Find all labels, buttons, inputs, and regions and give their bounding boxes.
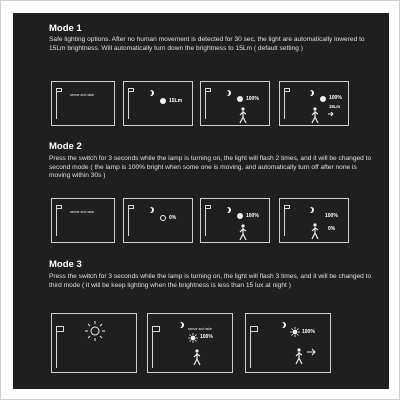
pole-line — [56, 92, 59, 119]
mode-2-panel-1 — [51, 198, 115, 243]
moon-icon — [280, 322, 286, 328]
brightness-label-low: 0% — [328, 226, 336, 232]
mode-1-title: Mode 1 — [49, 23, 82, 34]
moon-icon — [178, 322, 184, 328]
mode-1-panel-4 — [279, 81, 349, 126]
instructions-panel — [13, 13, 389, 389]
brightness-label: 15Lm — [169, 98, 183, 104]
arrow-icon — [327, 110, 335, 118]
brightness-label-high: 100% — [329, 95, 342, 101]
pole-line — [128, 209, 131, 236]
brightness-label: 100% — [200, 334, 213, 340]
walking-person-icon — [192, 349, 202, 367]
panel-caption: sensor and radar — [70, 210, 95, 214]
panel-caption: sensor and radar — [70, 93, 95, 97]
moon-icon — [225, 90, 231, 96]
mode-3-panel-2 — [147, 313, 233, 373]
moon-icon — [308, 90, 314, 96]
mode-1-panel-2 — [123, 81, 193, 126]
pole-line — [152, 332, 155, 368]
moon-icon — [308, 207, 314, 213]
walking-person-icon — [238, 107, 248, 125]
pole-line — [205, 92, 208, 119]
pole-line — [284, 92, 287, 119]
walking-person-icon — [238, 224, 248, 242]
walking-person-icon — [310, 223, 320, 241]
moon-icon — [225, 207, 231, 213]
mode-1-panel-1 — [51, 81, 115, 126]
light-dot-icon — [160, 98, 166, 104]
light-off-icon — [160, 215, 166, 221]
panel-caption: sensor and radar — [188, 327, 213, 331]
mode-2-title: Mode 2 — [49, 141, 82, 152]
brightness-label-high: 100% — [325, 213, 338, 219]
brightness-label: 100% — [246, 213, 259, 219]
walking-person-icon — [294, 348, 304, 366]
light-dot-icon — [237, 96, 243, 102]
mode-3-title: Mode 3 — [49, 259, 82, 270]
pole-line — [205, 209, 208, 236]
moon-icon — [148, 90, 154, 96]
pole-line — [56, 209, 59, 236]
sun-icon — [84, 320, 106, 342]
mode-2-panel-2 — [123, 198, 193, 243]
light-dot-icon — [320, 96, 326, 102]
mode-2-panel-3 — [200, 198, 270, 243]
mode-2-panel-4 — [279, 198, 349, 243]
light-burst-icon — [290, 327, 300, 337]
mode-3-panel-1 — [51, 313, 137, 373]
pole-line — [128, 92, 131, 119]
light-dot-icon — [237, 213, 243, 219]
pole-line — [250, 332, 253, 368]
mode-3-description: Press the switch for 3 seconds while the lamp is turning on, the light will flash 3 times, and it will be changed to third mode ( it will be keep lighting when the brightness is less than 15 lux at night ) — [49, 273, 372, 289]
brightness-label-low: 15Lm — [329, 104, 340, 109]
mode-1-panel-3 — [200, 81, 270, 126]
mode-2-description: Press the switch for 3 seconds while the lamp is turning on, the light will flash 2 times, and it will be changed to second mode ( the lamp is 100% bright when some one is moving, and automatically turn off after none is moving within 30s ) — [49, 155, 372, 180]
moon-icon — [148, 207, 154, 213]
brightness-label: 100% — [302, 329, 315, 335]
mode-1-description: Safe lighting options. After no human movement is detected for 30 sec, the light are automatically lowered to 15Lm brightness. Will automatically turn down the brightness to 15Lm ( default setting ) — [49, 36, 365, 52]
pole-line — [56, 332, 59, 368]
light-burst-icon — [188, 333, 198, 343]
pole-line — [284, 209, 287, 236]
brightness-label: 100% — [246, 96, 259, 102]
walking-person-icon — [310, 107, 320, 125]
brightness-label: 0% — [169, 215, 177, 221]
mode-3-panel-3 — [245, 313, 331, 373]
arrow-icon — [306, 348, 318, 356]
